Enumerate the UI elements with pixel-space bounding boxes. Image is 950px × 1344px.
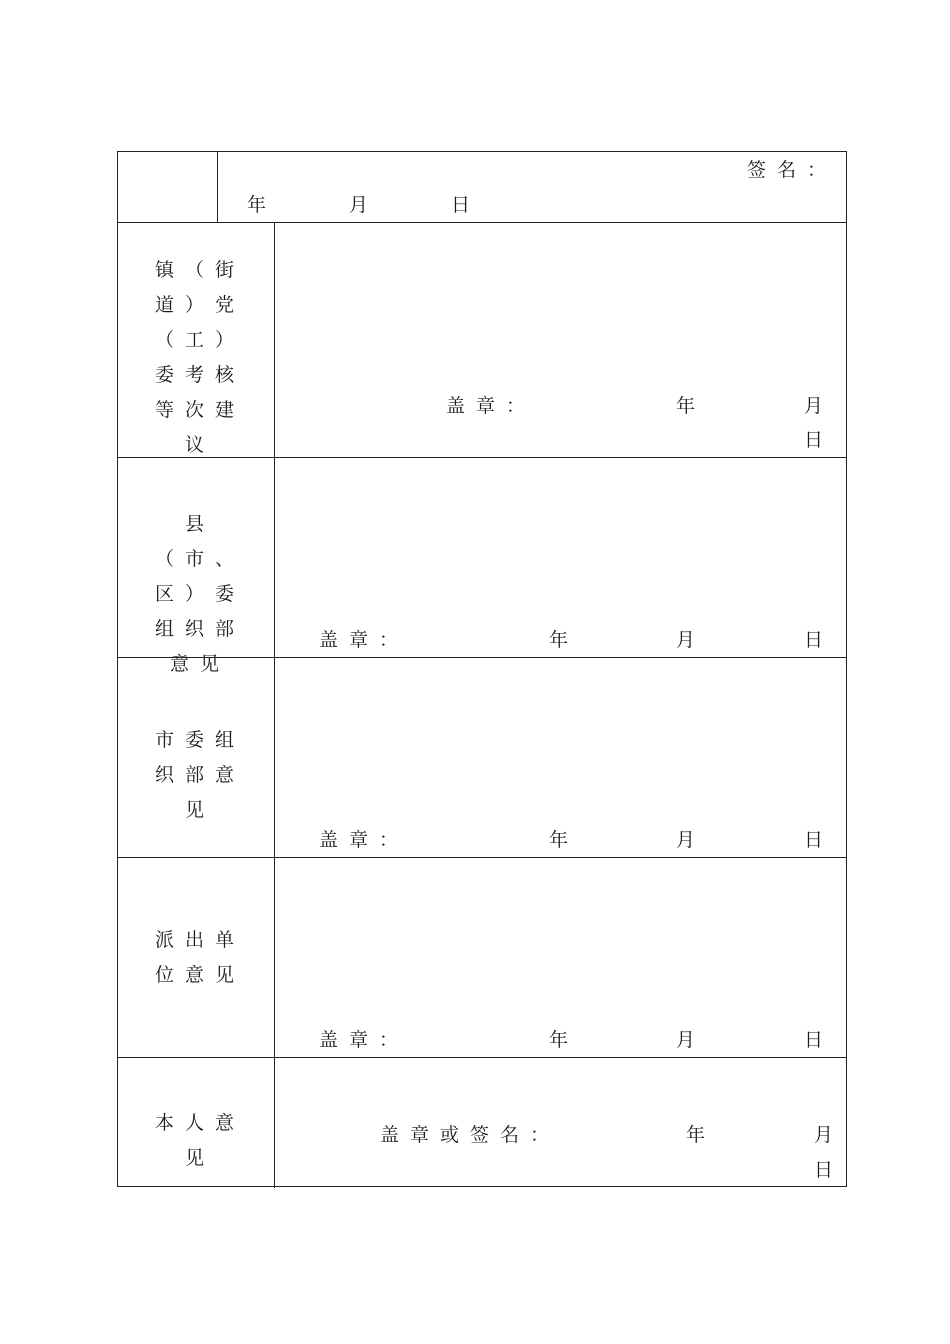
form-row-city-org-dept xyxy=(118,657,846,857)
row-label-cell xyxy=(118,223,275,457)
form-row-county-org-dept xyxy=(118,457,846,675)
date-month: 月 xyxy=(804,395,835,417)
date-day: 日 xyxy=(804,429,835,451)
row-label: 镇（街道）党（工）委考核等次建议 xyxy=(154,259,245,456)
date-month: 月 xyxy=(676,1029,707,1051)
row-label-cell xyxy=(118,1058,275,1188)
date-year: 年 xyxy=(676,395,707,417)
row-label-cell xyxy=(118,152,218,222)
row-label: 县（市、区）委组织部意见 xyxy=(154,513,245,675)
row-label-cell xyxy=(118,858,275,1057)
date-year: 年 xyxy=(549,629,580,651)
seal-label: 盖章： xyxy=(319,1029,410,1051)
date-year: 年 xyxy=(549,1029,580,1051)
form-row-township-committee xyxy=(118,222,846,457)
approval-form-table xyxy=(117,151,847,1187)
row-label: 派出单位意见 xyxy=(154,929,245,986)
date-month: 月 xyxy=(676,829,707,851)
form-row-personal-opinion xyxy=(118,1057,846,1188)
row-label: 市委组织部意见 xyxy=(154,729,245,821)
row-label-cell xyxy=(118,658,275,857)
seal-label: 盖章： xyxy=(319,829,410,851)
seal-or-signature-label: 盖章或签名： xyxy=(380,1124,561,1146)
date-year: 年 xyxy=(247,194,278,216)
date-day: 日 xyxy=(451,194,482,216)
date-month: 月 xyxy=(676,629,707,651)
signature-label: 签名： xyxy=(747,159,838,181)
date-year: 年 xyxy=(549,829,580,851)
date-month: 月 xyxy=(814,1124,845,1146)
date-month: 月 xyxy=(349,194,380,216)
row-label-cell xyxy=(118,458,275,675)
seal-label: 盖章： xyxy=(446,395,537,417)
form-row-signature xyxy=(118,152,846,222)
date-day: 日 xyxy=(804,629,835,651)
seal-label: 盖章： xyxy=(319,629,410,651)
date-day: 日 xyxy=(804,829,835,851)
form-row-dispatching-unit xyxy=(118,857,846,1057)
date-year: 年 xyxy=(686,1124,717,1146)
date-day: 日 xyxy=(814,1159,845,1181)
row-label: 本人意见 xyxy=(154,1112,245,1169)
date-day: 日 xyxy=(804,1029,835,1051)
